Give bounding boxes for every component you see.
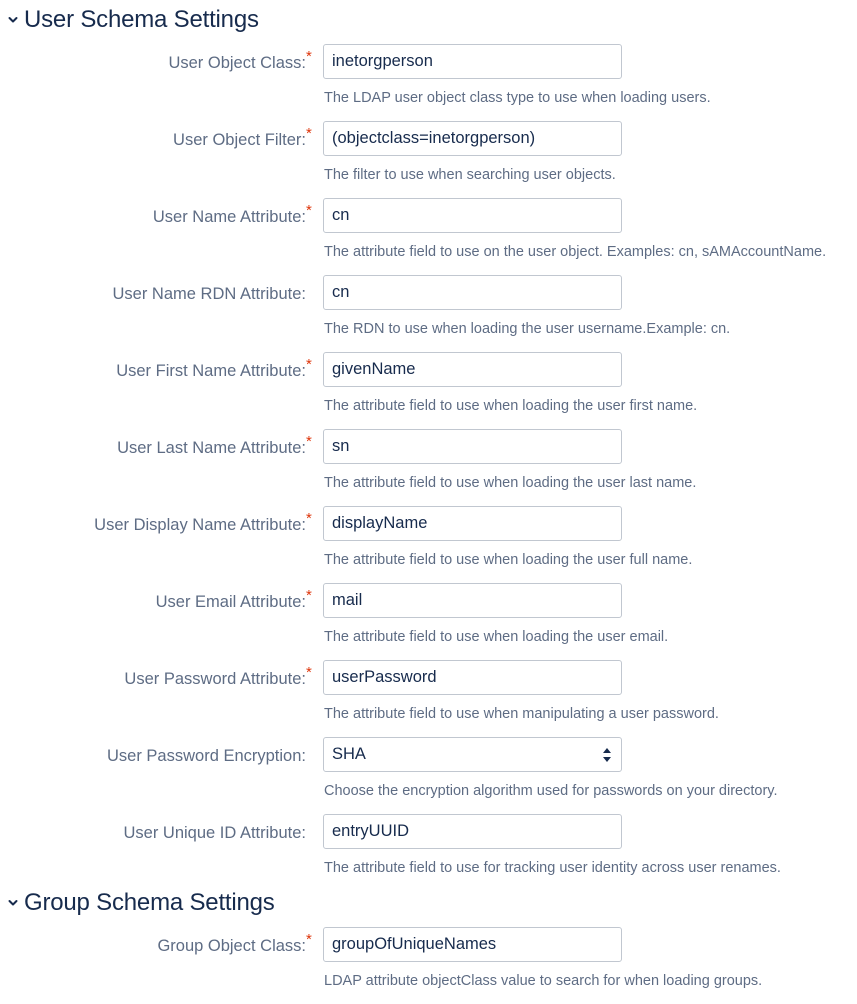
user-name-rdn-attribute-input[interactable] bbox=[323, 275, 622, 310]
field-label: User Name Attribute: bbox=[152, 208, 306, 226]
field-row-user-object-filter bbox=[0, 121, 857, 198]
field-description: The attribute field to use when loading the user first name. bbox=[324, 398, 698, 414]
user-first-name-attribute-input[interactable] bbox=[323, 352, 622, 387]
field-row-user-object-class bbox=[0, 44, 857, 121]
user-email-attribute-input[interactable] bbox=[323, 583, 622, 618]
field-label: User First Name Attribute: bbox=[116, 362, 306, 380]
section-header-user-schema[interactable] bbox=[0, 2, 259, 38]
required-marker: * bbox=[306, 664, 312, 681]
user-object-class-input[interactable] bbox=[323, 44, 622, 79]
field-description: The attribute field to use for tracking user identity across user renames. bbox=[324, 860, 781, 876]
chevron-down-icon[interactable] bbox=[2, 892, 24, 914]
select-value: SHA bbox=[332, 745, 366, 763]
required-marker: * bbox=[306, 433, 312, 450]
section-title: User Schema Settings bbox=[24, 6, 259, 33]
field-row-user-password-encryption bbox=[0, 737, 857, 814]
field-description: The filter to use when searching user objects. bbox=[324, 167, 616, 183]
required-marker: * bbox=[306, 125, 312, 142]
up-down-arrows-icon bbox=[601, 745, 613, 765]
field-description: The attribute field to use on the user object. Examples: cn, sAMAccountName. bbox=[324, 244, 827, 260]
required-marker: * bbox=[306, 202, 312, 219]
user-password-encryption-select[interactable] bbox=[323, 737, 622, 772]
field-label: Group Object Class: bbox=[157, 937, 306, 955]
field-label: User Email Attribute: bbox=[155, 593, 306, 611]
field-description: The LDAP user object class type to use when loading users. bbox=[324, 90, 711, 106]
field-label: User Unique ID Attribute: bbox=[123, 824, 306, 842]
section-header-group-schema[interactable] bbox=[0, 885, 275, 921]
user-display-name-attribute-input[interactable] bbox=[323, 506, 622, 541]
user-object-filter-input[interactable] bbox=[323, 121, 622, 156]
field-row-user-password-attribute bbox=[0, 660, 857, 737]
required-marker: * bbox=[306, 510, 312, 527]
section-title: Group Schema Settings bbox=[24, 889, 275, 916]
user-last-name-attribute-input[interactable] bbox=[323, 429, 622, 464]
field-row-user-unique-id-attribute bbox=[0, 814, 857, 891]
field-row-user-name-attribute bbox=[0, 198, 857, 275]
field-row-user-name-rdn-attribute bbox=[0, 275, 857, 352]
group-object-class-input[interactable] bbox=[323, 927, 622, 962]
user-password-attribute-input[interactable] bbox=[323, 660, 622, 695]
field-label: User Last Name Attribute: bbox=[117, 439, 306, 457]
field-row-user-first-name-attribute bbox=[0, 352, 857, 429]
user-unique-id-attribute-input[interactable] bbox=[323, 814, 622, 849]
chevron-down-icon[interactable] bbox=[2, 9, 24, 31]
field-label: User Password Attribute: bbox=[124, 670, 306, 688]
required-marker: * bbox=[306, 356, 312, 373]
field-description: LDAP attribute objectClass value to search for when loading groups. bbox=[324, 973, 763, 989]
field-description: The RDN to use when loading the user username.Example: cn. bbox=[324, 321, 731, 337]
field-row-group-object-class bbox=[0, 927, 857, 1004]
field-label: User Object Filter: bbox=[173, 131, 306, 149]
field-label: User Object Class: bbox=[168, 54, 306, 72]
field-description: The attribute field to use when loading the user last name. bbox=[324, 475, 697, 491]
field-label: User Display Name Attribute: bbox=[94, 516, 306, 534]
field-row-user-display-name-attribute bbox=[0, 506, 857, 583]
field-label: User Password Encryption: bbox=[107, 747, 306, 765]
field-row-user-email-attribute bbox=[0, 583, 857, 660]
required-marker: * bbox=[306, 931, 312, 948]
field-description: The attribute field to use when loading the user email. bbox=[324, 629, 669, 645]
field-description: The attribute field to use when manipulating a user password. bbox=[324, 706, 719, 722]
required-marker: * bbox=[306, 48, 312, 65]
user-name-attribute-input[interactable] bbox=[323, 198, 622, 233]
field-description: Choose the encryption algorithm used for passwords on your directory. bbox=[324, 783, 778, 799]
field-label: User Name RDN Attribute: bbox=[112, 285, 306, 303]
required-marker: * bbox=[306, 587, 312, 604]
field-description: The attribute field to use when loading the user full name. bbox=[324, 552, 693, 568]
field-row-user-last-name-attribute bbox=[0, 429, 857, 506]
